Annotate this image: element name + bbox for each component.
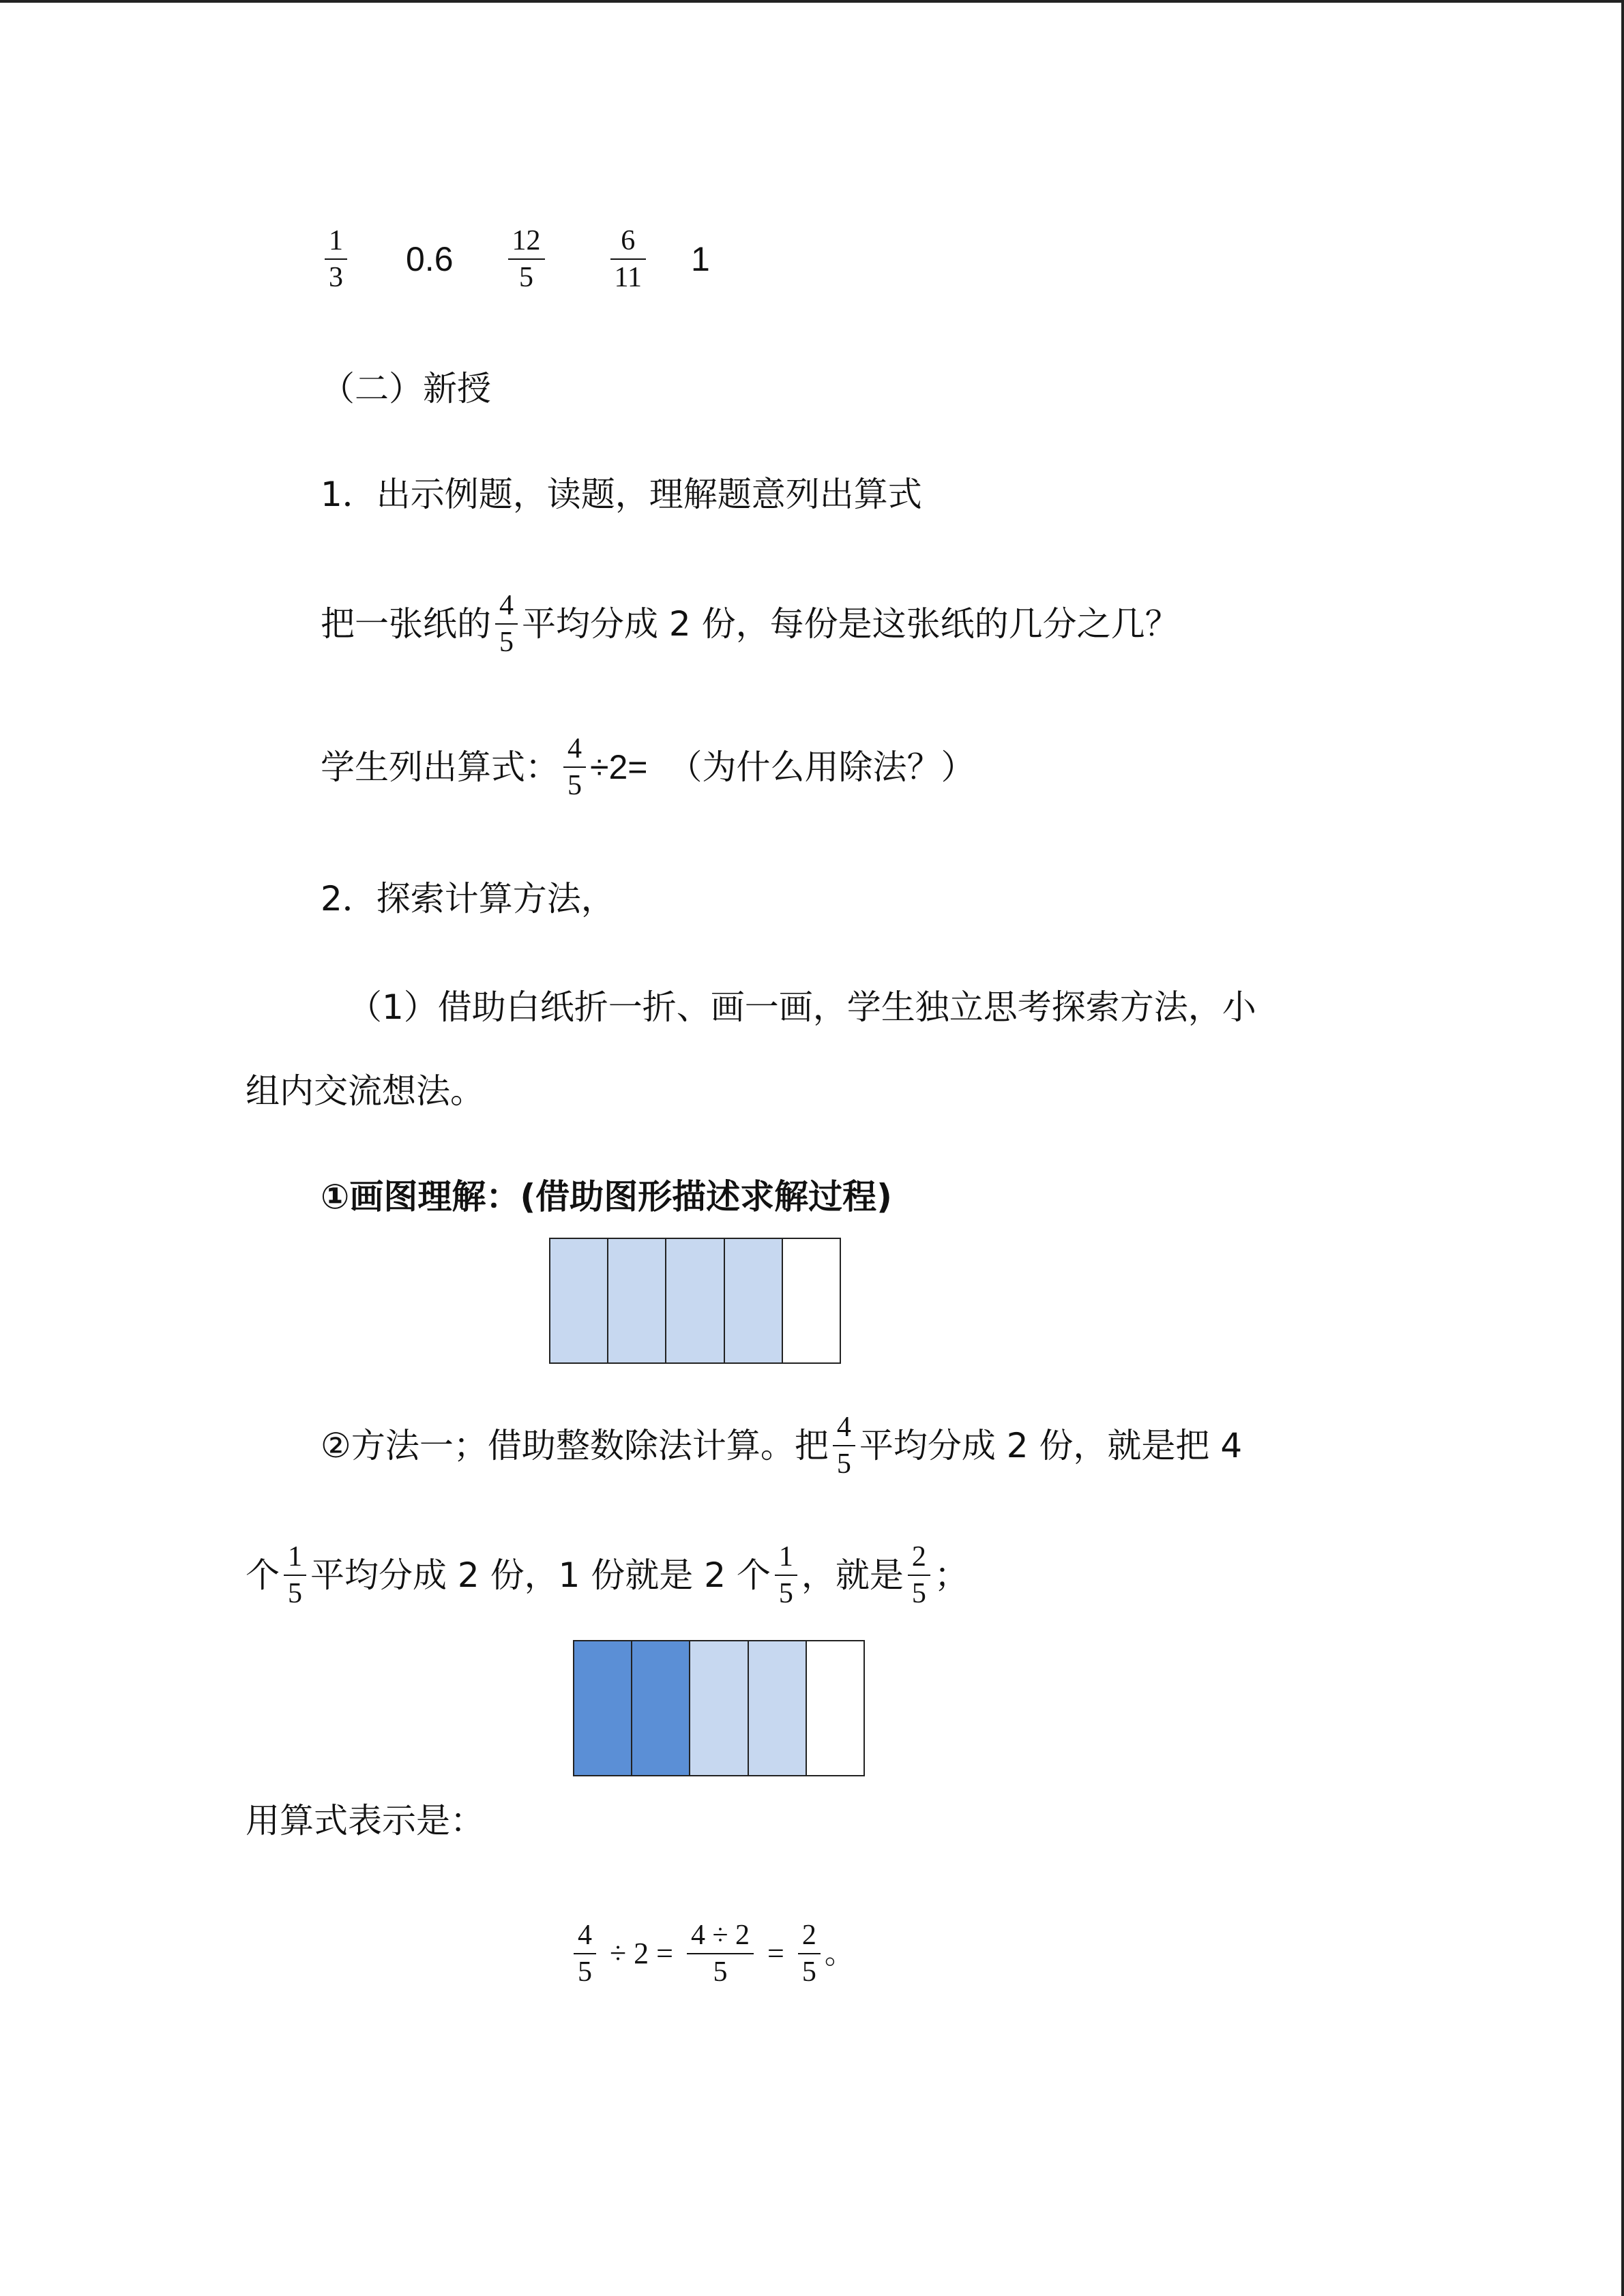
draw-understanding-heading: ①画图理解：(借助图形描述求解过程) [321,1177,893,1217]
fraction-twelve-fifths: $\frac{12}{5}$ [508,225,545,293]
problem-statement: 把一张纸的 $\frac{4}{5}$ 平均分成 2 份，每份是这张纸的几分之几？ [321,590,1179,658]
diagram-cell-4 [725,1239,783,1362]
fraction-one-third: $\frac{1}{3}$ [325,225,347,293]
student-formula: 学生列出算式： $\frac{4}{5}$ ÷2= （为什么用除法？） [321,733,975,801]
integer-one: 1 [690,240,710,278]
formula-intro: 用算式表示是： [246,1801,484,1840]
fraction-two-fifths: $\frac{2}{5}$ [798,1920,821,1988]
final-formula: $\frac{4}{5}$ ÷ 2 = $\frac{4 \div 2}{5}$ = $\frac{2}{5}$ 。 [570,1909,855,1998]
fraction-two-fifths: $\frac{2}{5}$ [908,1541,930,1609]
diagram-cell-1 [550,1239,608,1362]
diagram-cell-3 [666,1239,724,1362]
step-2-text: 2．探索计算方法， [321,879,615,919]
section-heading: （二）新授 [321,369,491,408]
fraction-four-fifths: $\frac{4}{5}$ [833,1412,855,1480]
fraction-four-fifths: $\frac{4}{5}$ [574,1920,596,1988]
diagram-cell-1 [574,1641,632,1775]
method-1-line-2: 个 $\frac{1}{5}$ 平均分成 2 份，1 份就是 2 个 $\frac{1}{5}$ ，就是 $\frac{2}{5}$ ； [246,1541,969,1609]
diagram-cell-2 [608,1239,666,1362]
diagram-cell-5 [783,1239,840,1362]
fraction-bar-diagram-four-fifths [549,1238,841,1364]
method-1-line-1: ②方法一；借助整数除法计算。把 $\frac{4}{5}$ 平均分成 2 份，就是把 4 [321,1412,1243,1480]
fraction-four-fifths: $\frac{4}{5}$ [495,590,518,658]
diagram-cell-2 [632,1641,690,1775]
fraction-bar-diagram-two-fifths-split [573,1640,865,1776]
fraction-one-fifth: $\frac{1}{5}$ [284,1541,306,1609]
diagram-cell-4 [749,1641,807,1775]
page-border-top [0,0,1624,3]
fraction-four-fifths: $\frac{4}{5}$ [563,733,586,801]
number-row [321,218,710,300]
fraction-four-div-two-over-five: $\frac{4 \div 2}{5}$ [687,1920,754,1988]
diagram-cell-3 [690,1641,748,1775]
diagram-cell-5 [807,1641,863,1775]
decimal-value: 0.6 [406,240,454,278]
sub-step-1-line-1: （1）借助白纸折一折、画一画，学生独立思考探索方法，小 [348,987,1256,1027]
sub-step-1-line-2: 组内交流想法。 [246,1071,484,1111]
step-1-text: 1．出示例题，读题，理解题意列出算式 [321,475,922,514]
fraction-six-elevenths: $\frac{6}{11}$ [610,225,646,293]
page-border-right [1621,0,1624,2296]
fraction-one-fifth: $\frac{1}{5}$ [775,1541,797,1609]
